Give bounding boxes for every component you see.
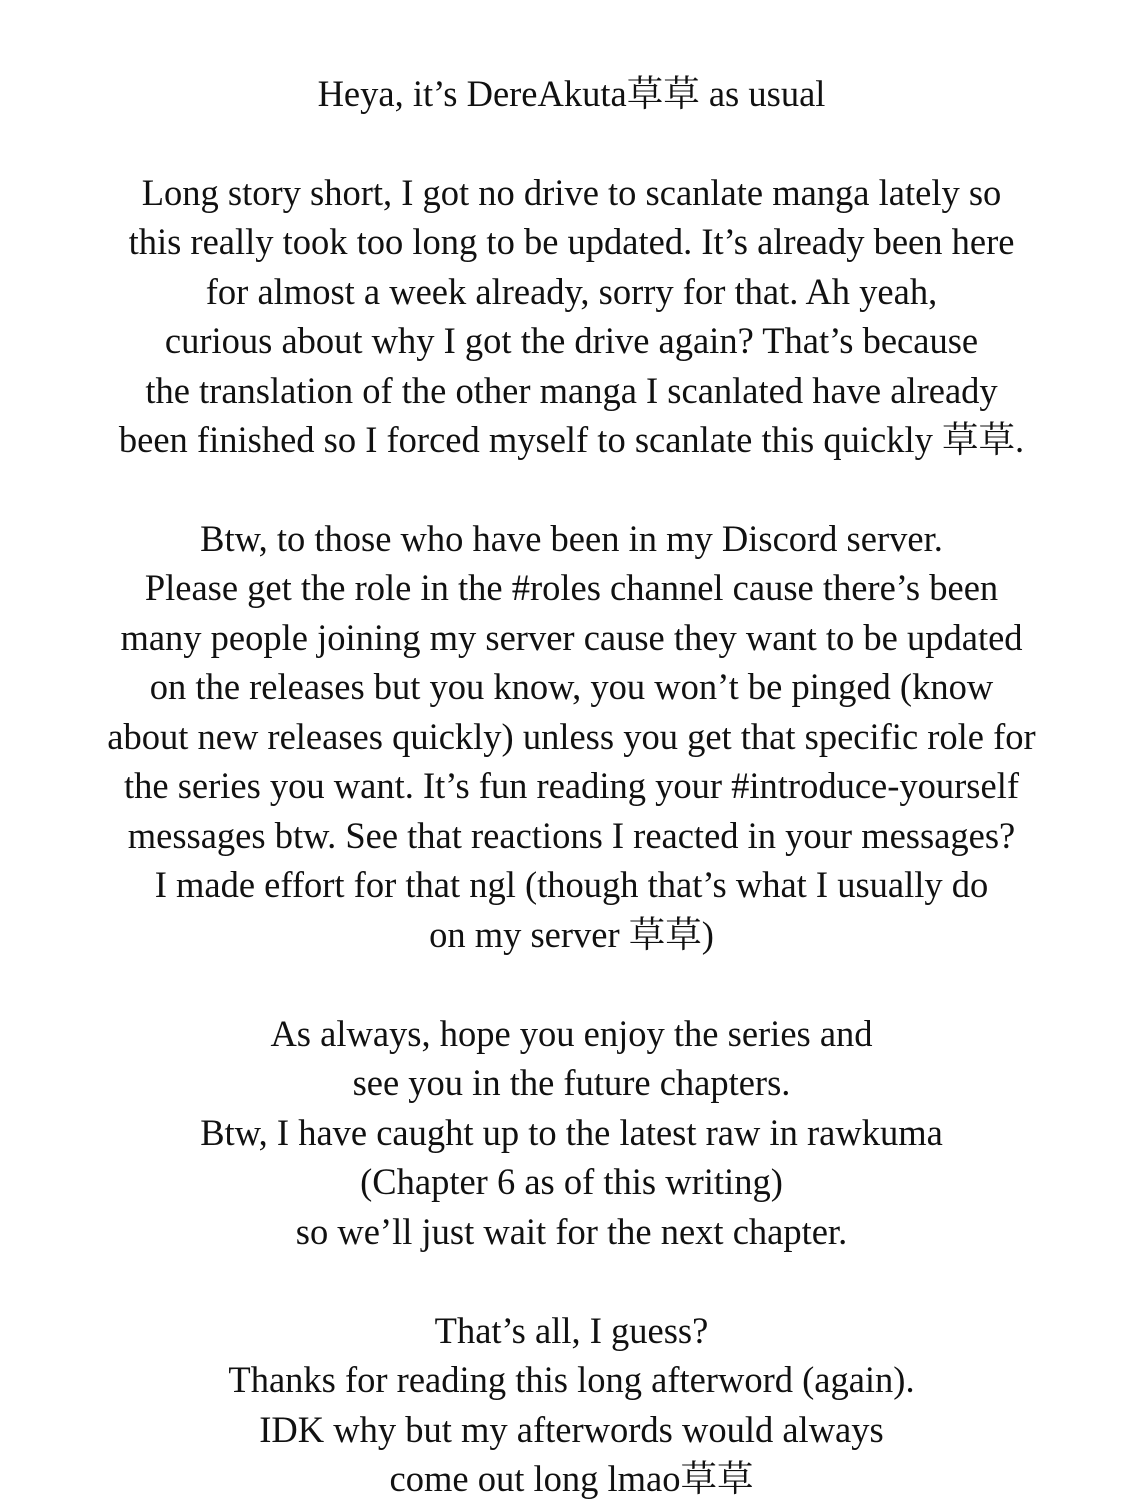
paragraph-line: on the releases but you know, you won’t be pinged (know — [149, 666, 994, 707]
paragraph-line: see you in the future chapters. — [352, 1062, 791, 1103]
paragraph-line: about new releases quickly) unless you get that specific role for — [107, 716, 1036, 757]
paragraph-line: many people joining my server cause they want to be updated — [120, 617, 1023, 658]
paragraph-line: (Chapter 6 as of this writing) — [360, 1161, 783, 1202]
paragraph-line: As always, hope you enjoy the series and — [270, 1013, 873, 1054]
paragraph-line: messages btw. See that reactions I reacted in your messages? — [127, 815, 1016, 856]
paragraph-line: the series you want. It’s fun reading your #introduce-yourself — [123, 765, 1020, 806]
paragraph-line: come out long lmao草草 — [389, 1458, 754, 1499]
paragraph-line: I made effort for that ngl (though that’s what I usually do — [154, 864, 989, 905]
paragraph-line: Btw, I have caught up to the latest raw in rawkuma — [200, 1112, 943, 1153]
greeting-line: Heya, it’s DereAkuta草草 as usual — [317, 73, 826, 114]
paragraph-line: Btw, to those who have been in my Discord server. — [200, 518, 943, 559]
paragraph-line: this really took too long to be updated. It’s already been here — [128, 221, 1015, 262]
paragraph-line: been finished so I forced myself to scanlate this quickly 草草. — [118, 419, 1025, 460]
paragraph-line: That’s all, I guess? — [434, 1310, 709, 1351]
paragraph-line: on my server 草草) — [429, 914, 714, 955]
paragraph-line: Thanks for reading this long afterword (again). — [228, 1359, 915, 1400]
paragraph-line: for almost a week already, sorry for that. Ah yeah, — [205, 271, 938, 312]
paragraph-line: IDK why but my afterwords would always — [259, 1409, 884, 1450]
paragraph-line: the translation of the other manga I scanlated have already — [145, 370, 998, 411]
paragraph-line: curious about why I got the drive again? That’s because — [164, 320, 979, 361]
paragraph-line: Please get the role in the #roles channel cause there’s been — [144, 567, 999, 608]
paragraph-line: so we’ll just wait for the next chapter. — [295, 1211, 848, 1252]
paragraph-line: Long story short, I got no drive to scanlate manga lately so — [141, 172, 1002, 213]
